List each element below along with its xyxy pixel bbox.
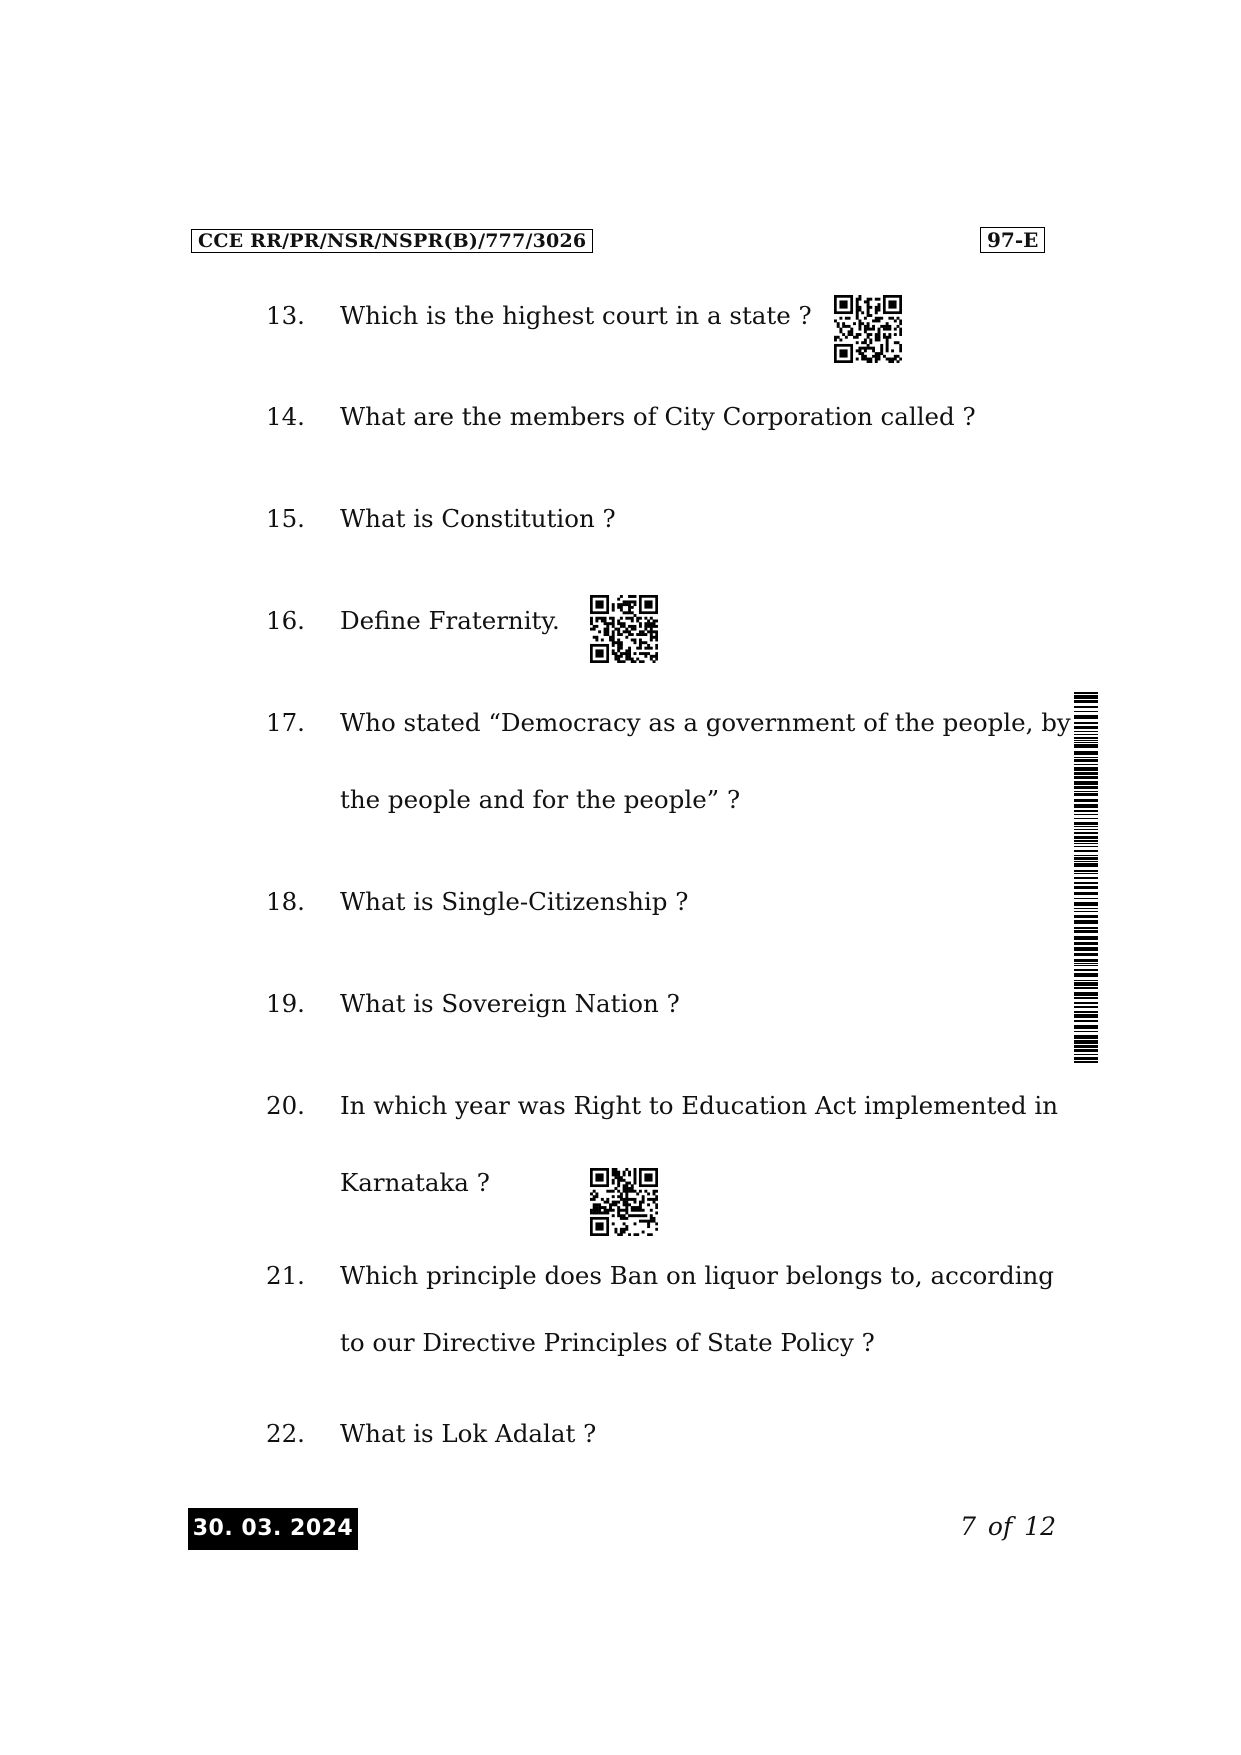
question-number: 19. <box>266 989 305 1018</box>
question-number: 15. <box>266 504 305 533</box>
question-text: Define Fraternity. <box>340 606 560 635</box>
question-number: 18. <box>266 887 305 916</box>
barcode-icon <box>1074 692 1098 1068</box>
question-text: What is Lok Adalat ? <box>340 1419 597 1448</box>
question-text-line-2: the people and for the people” ? <box>340 785 741 814</box>
question-number: 17. <box>266 708 305 737</box>
qr-code-icon <box>590 595 658 663</box>
exam-date: 30. 03. 2024 <box>188 1508 358 1550</box>
question-text-line-1: In which year was Right to Education Act implemented in <box>340 1091 1059 1120</box>
question-text: What are the members of City Corporation called ? <box>340 402 976 431</box>
qr-code-icon <box>834 295 902 363</box>
question-text: What is Constitution ? <box>340 504 616 533</box>
question-number: 22. <box>266 1419 305 1448</box>
question-text: What is Sovereign Nation ? <box>340 989 680 1018</box>
question-number: 14. <box>266 402 305 431</box>
question-text-line-2: Karnataka ? <box>340 1168 490 1197</box>
page-number: 7 of 12 <box>960 1512 1056 1541</box>
question-number: 16. <box>266 606 305 635</box>
question-number: 13. <box>266 301 305 330</box>
question-text-line-1: Who stated “Democracy as a government of the people, by <box>340 708 1071 737</box>
question-text-line-2: to our Directive Principles of State Policy ? <box>340 1328 875 1357</box>
paper-code: 97-E <box>980 227 1045 253</box>
question-number: 21. <box>266 1261 305 1290</box>
exam-code: CCE RR/PR/NSR/NSPR(B)/777/3026 <box>191 229 593 253</box>
qr-code-icon <box>590 1168 658 1236</box>
question-text: Which is the highest court in a state ? <box>340 301 812 330</box>
question-text: What is Single-Citizenship ? <box>340 887 689 916</box>
question-number: 20. <box>266 1091 305 1120</box>
question-text-line-1: Which principle does Ban on liquor belongs to, according <box>340 1261 1054 1290</box>
